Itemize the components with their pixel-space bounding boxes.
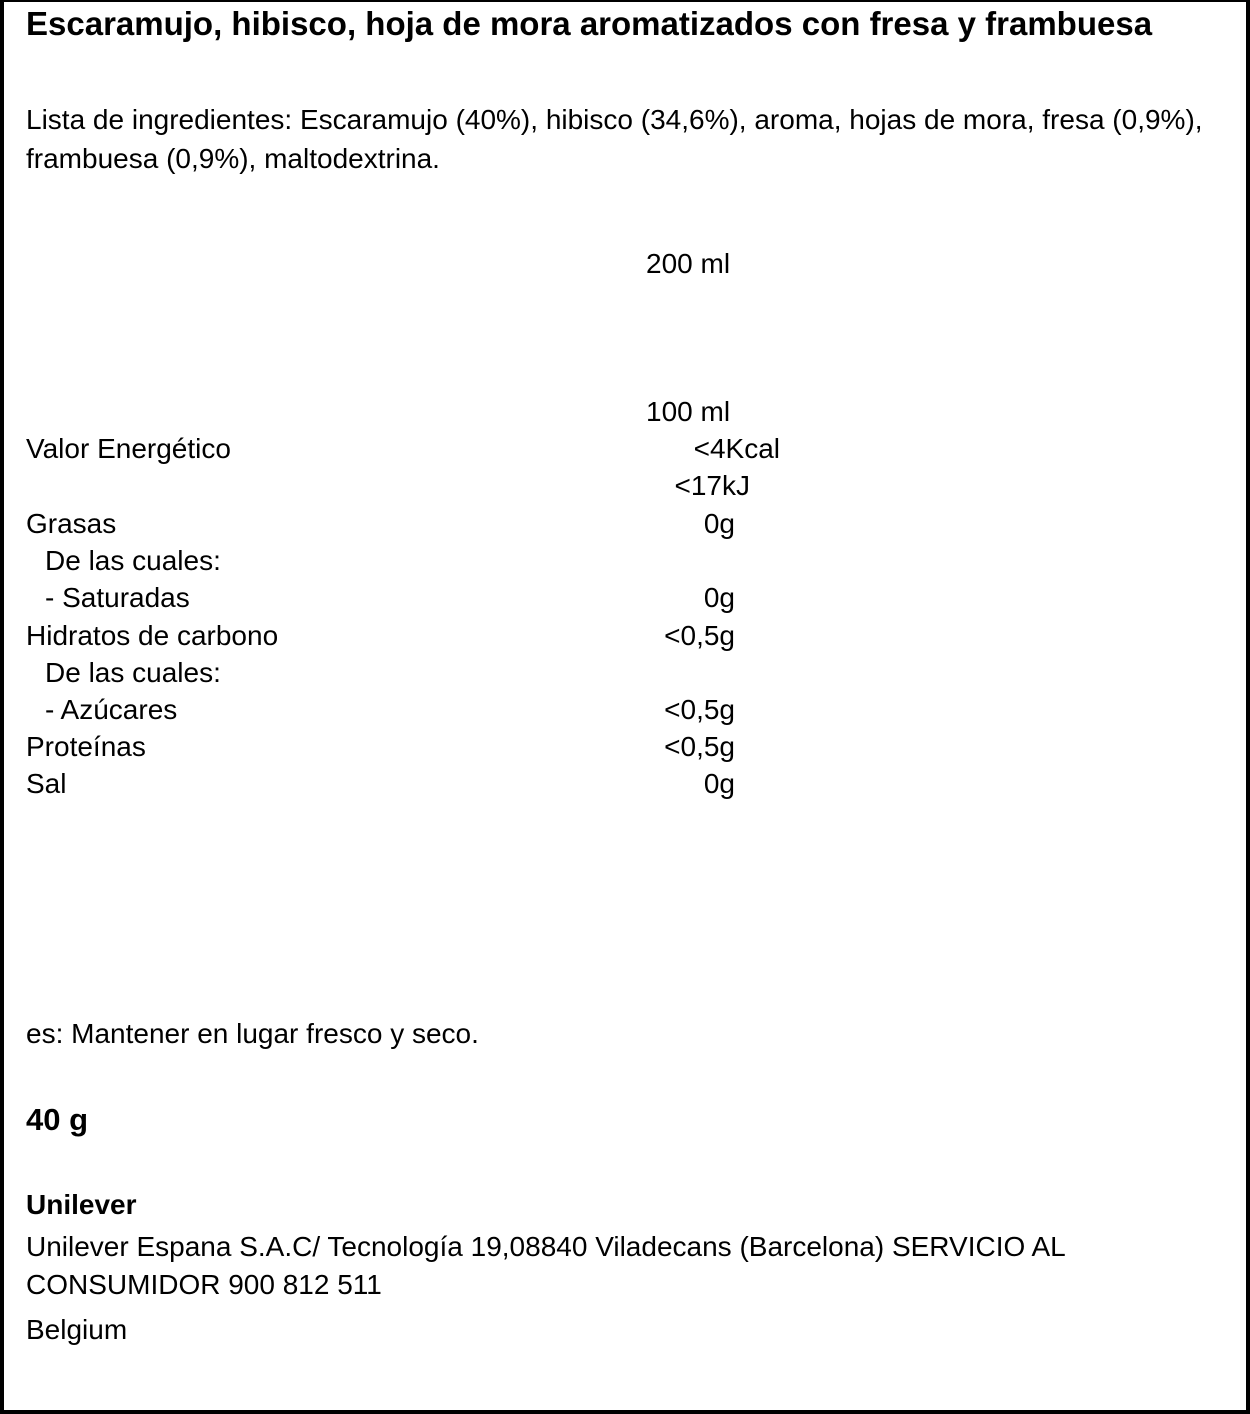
company-address: Unilever Espana S.A.C/ Tecnología 19,08840 Viladecans (Barcelona) SERVICIO AL CONSUMIDOR 900 812 511 [26, 1231, 1065, 1300]
fat-label: Grasas [26, 508, 117, 539]
company-name: Unilever [26, 1189, 137, 1220]
fat-value: 0g [703, 508, 735, 539]
saturated-label: - Saturadas [45, 582, 190, 613]
salt-value: 0g [703, 768, 735, 799]
sugars-value: <0,5g [664, 694, 735, 725]
nutrition-per-header: 100 ml [646, 396, 731, 427]
energy-kj-value: <17kJ [674, 470, 750, 501]
product-title: Escaramujo, hibisco, hoja de mora aromatizados con fresa y frambuesa [26, 5, 1153, 42]
storage-instructions: es: Mantener en lugar fresco y seco. [26, 1018, 479, 1049]
salt-label: Sal [26, 768, 67, 799]
energy-kcal-value: <4Kcal [693, 433, 780, 464]
carbs-value: <0,5g [664, 620, 735, 651]
saturated-value: 0g [703, 582, 735, 613]
energy-label: Valor Energético [26, 433, 231, 464]
of-which-label-fat: De las cuales: [45, 545, 221, 576]
protein-label: Proteínas [26, 731, 146, 762]
of-which-label-carbs: De las cuales: [45, 657, 221, 688]
country-of-origin: Belgium [26, 1314, 128, 1345]
net-weight: 40 g [26, 1102, 89, 1137]
ingredients-list: Lista de ingredientes: Escaramujo (40%), hibisco (34,6%), aroma, hojas de mora, fresa (0,9%), frambuesa (0,9%), maltodextrina. [26, 104, 1203, 174]
protein-value: <0,5g [664, 731, 735, 762]
sugars-label: - Azúcares [45, 694, 178, 725]
serving-size: 200 ml [646, 248, 731, 279]
carbs-label: Hidratos de carbono [26, 620, 279, 651]
